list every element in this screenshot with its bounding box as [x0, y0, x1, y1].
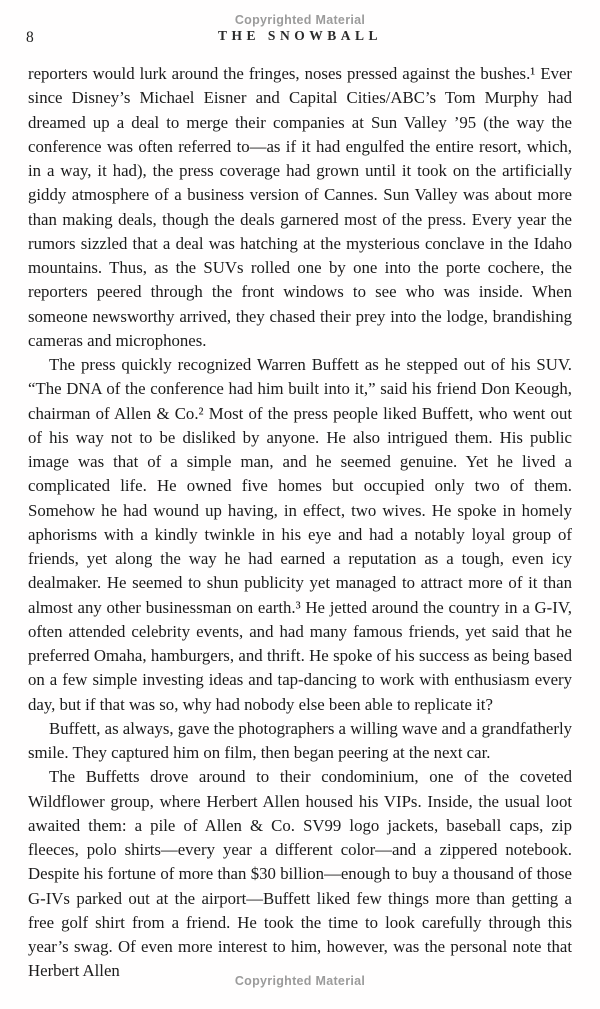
book-title: THE SNOWBALL [218, 28, 382, 43]
paragraph: The Buffetts drove around to their condominium, one of the coveted Wildflower group, where Herbert Allen housed his VIPs. Inside, the usual loot awaited them: a pile of Allen & Co. SV99 logo jackets, baseball caps, zip fleeces, polo shirts—every year a different color—and a zippered notebook. Despite his fortune of more than $30 billion—enough to buy a thousand of those G-IVs parked out at the airport—Buffett liked few things more than getting a free golf shirt from a friend. He took the time to look carefully through this year’s swag. Of even more interest to him, however, was the personal note that Herbert Allen [28, 767, 572, 981]
page-number: 8 [26, 29, 34, 46]
running-header [28, 27, 572, 47]
page-body [28, 62, 572, 984]
paragraph: Buffett, as always, gave the photographers a willing wave and a grandfatherly smile. They captured him on film, then began peering at the next car. [28, 718, 572, 762]
paragraph: reporters would lurk around the fringes, noses pressed against the bushes.¹ Ever since Disney’s Michael Eisner and Capital Cities/ABC’s Tom Murphy had dreamed up a deal to merge their companies at Sun Valley ’95 (the way the conference was often referred to—as if it had engulfed the entire resort, which, in a way, it had), the press coverage had grown until it took on the artificially giddy atmosphere of a business version of Cannes. Sun Valley was about more than making deals, though the deals garnered most of the press. Every year the rumors sizzled that a deal was hatching at the mysterious conclave in the Idaho mountains. Thus, as the SUVs rolled one by one into the porte cochere, the reporters peered through the front windows to see who was inside. When someone newsworthy arrived, they chased their prey into the lodge, brandishing cameras and microphones. [28, 64, 572, 350]
copyright-notice-bottom: Copyrighted Material [234, 974, 366, 988]
paragraph: The press quickly recognized Warren Buffett as he stepped out of his SUV. “The DNA of the conference had him built into it,” said his friend Don Keough, chairman of Allen & Co.² Most of the press people liked Buffett, who went out of his way not to be disliked by anyone. He also intrigued them. His public image was that of a simple man, and he seemed genuine. Yet he lived a complicated life. He owned five homes but occupied only two of them. Somehow he had wound up having, in effect, two wives. He spoke in homely aphorisms with a kindly twinkle in his eye and had a notably loyal group of friends, yet along the way he had earned a reputation as a tough, even icy dealmaker. He seemed to shun publicity yet managed to attract more of it than almost any other businessman on earth.³ He jetted around the country in a G-IV, often attended celebrity events, and had many famous friends, yet said that he preferred Omaha, hamburgers, and thrift. He spoke of his success as being based on a few simple investing ideas and tap-dancing to work with enthusiasm every day, but if that was so, why had nobody else been able to replicate it? [28, 355, 572, 714]
copyright-notice-top: Copyrighted Material [234, 13, 366, 27]
